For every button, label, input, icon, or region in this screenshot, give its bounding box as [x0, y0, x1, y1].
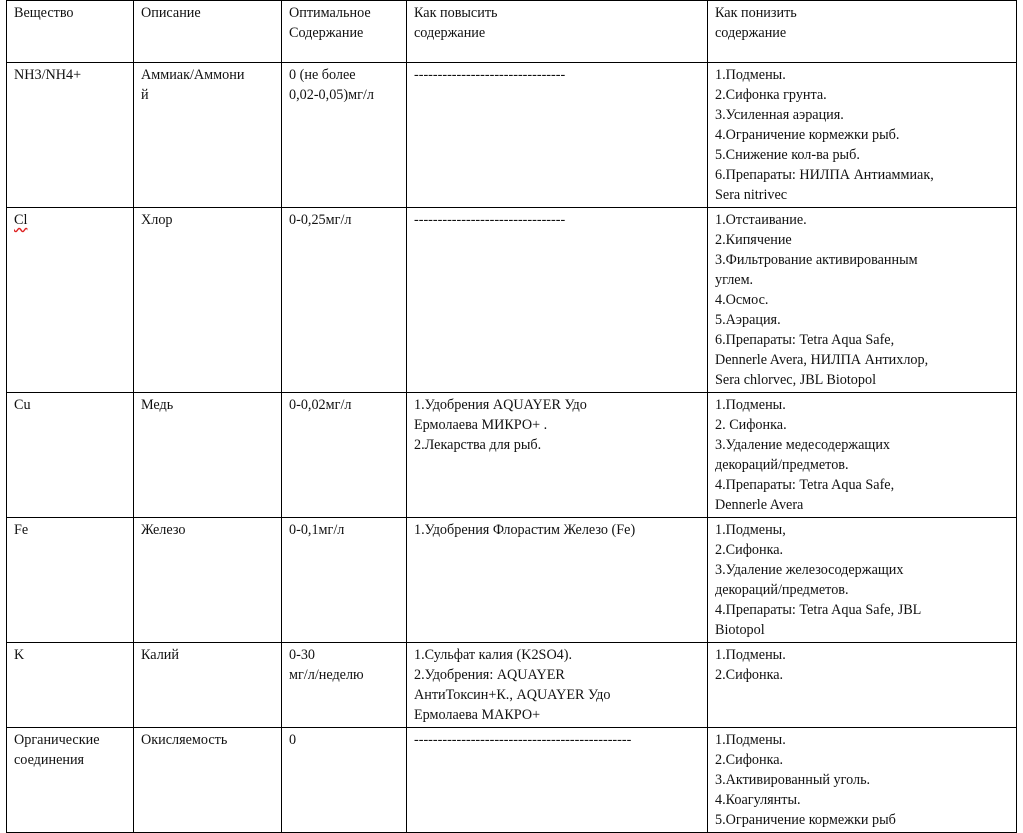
cell-description: [134, 728, 282, 833]
cell-increase-line: ----------------------------------------------: [414, 732, 632, 748]
cell-decrease-line: 3.Усиленная аэрация.: [715, 107, 844, 123]
cell-optimal-line: 0,02-0,05)мг/л: [289, 87, 374, 103]
cell-substance-text: Fe: [14, 522, 29, 538]
cell-decrease-line: декораций/предметов.: [715, 457, 849, 473]
cell-description: [134, 643, 282, 728]
cell-decrease-line: 1.Отстаивание.: [715, 212, 807, 228]
table-header-row: [7, 1, 1017, 63]
table-row: [7, 643, 1017, 728]
cell-decrease-line: 4.Осмос.: [715, 292, 769, 308]
cell-description: [134, 63, 282, 208]
cell-decrease-line: 3.Удаление железосодержащих: [715, 562, 904, 578]
cell-decrease: [708, 643, 1017, 728]
cell-decrease: [708, 518, 1017, 643]
cell-substance: [7, 208, 134, 393]
cell-optimal: [282, 728, 407, 833]
cell-description: [134, 393, 282, 518]
cell-increase-line: АнтиТоксин+К., AQUAYER Удо: [414, 687, 611, 703]
cell-decrease-line: 4.Препараты: Tetra Aqua Safe, JBL: [715, 602, 922, 618]
table-row: [7, 728, 1017, 833]
header-optimal: Оптимальное Содержание: [282, 1, 407, 63]
cell-description-line: й: [141, 87, 149, 103]
cell-optimal: [282, 63, 407, 208]
cell-increase-line: 1.Удобрения AQUAYER Удо: [414, 397, 587, 413]
cell-decrease-line: Dennerle Avera: [715, 497, 804, 513]
cell-increase-line: 1.Сульфат калия (K2SO4).: [414, 647, 573, 663]
cell-description: [134, 518, 282, 643]
cell-increase-line: --------------------------------: [414, 212, 566, 228]
header-increase: Как повысить содержание: [407, 1, 708, 63]
cell-decrease: [708, 208, 1017, 393]
cell-substance: [7, 393, 134, 518]
cell-increase-line: --------------------------------: [414, 67, 566, 83]
cell-optimal-line: 0-0,25мг/л: [289, 212, 352, 228]
header-substance: Вещество: [7, 1, 134, 63]
cell-increase-line: 2.Удобрения: AQUAYER: [414, 667, 565, 683]
cell-description-line: Медь: [141, 397, 174, 413]
cell-decrease-line: 3.Фильтрование активированным: [715, 252, 918, 268]
cell-decrease-line: декораций/предметов.: [715, 582, 849, 598]
cell-increase: [407, 393, 708, 518]
cell-optimal: [282, 518, 407, 643]
cell-decrease-line: 2. Сифонка.: [715, 417, 787, 433]
cell-increase: [407, 518, 708, 643]
cell-decrease-line: 5.Ограничение кормежки рыб: [715, 812, 896, 828]
cell-decrease-line: 5.Аэрация.: [715, 312, 781, 328]
cell-decrease: [708, 728, 1017, 833]
cell-increase: [407, 63, 708, 208]
cell-decrease-line: 2.Сифонка грунта.: [715, 87, 827, 103]
cell-decrease-line: Sera nitrivec: [715, 187, 788, 203]
cell-substance-text: K: [14, 647, 25, 663]
header-description: Описание: [134, 1, 282, 63]
cell-decrease-line: 2.Сифонка.: [715, 542, 784, 558]
cell-decrease-line: Dennerle Avera, НИЛПА Антихлор,: [715, 352, 929, 368]
cell-decrease-line: 6.Препараты: Tetra Aqua Safe,: [715, 332, 895, 348]
cell-decrease-line: 1.Подмены.: [715, 397, 786, 413]
cell-decrease-line: 5.Снижение кол-ва рыб.: [715, 147, 860, 163]
cell-decrease-line: Sera chlorvec, JBL Biotopol: [715, 372, 877, 388]
cell-description-line: Железо: [141, 522, 186, 538]
water-parameters-table: [6, 0, 1017, 833]
cell-optimal-line: 0: [289, 732, 297, 748]
cell-increase: [407, 208, 708, 393]
cell-decrease: [708, 63, 1017, 208]
table-row: [7, 518, 1017, 643]
cell-increase-line: Ермолаева МИКРО+ .: [414, 417, 548, 433]
cell-substance-text: Cu: [14, 397, 31, 413]
cell-optimal: [282, 643, 407, 728]
cell-decrease-line: 3.Активированный уголь.: [715, 772, 871, 788]
cell-description-line: Калий: [141, 647, 179, 663]
cell-description-line: Хлор: [141, 212, 173, 228]
cell-optimal-line: мг/л/неделю: [289, 667, 364, 683]
cell-increase-line: Ермолаева МАКРО+: [414, 707, 541, 723]
cell-substance: [7, 518, 134, 643]
table-row: [7, 63, 1017, 208]
cell-decrease-line: 4.Препараты: Tetra Aqua Safe,: [715, 477, 895, 493]
cell-optimal-line: 0-0,02мг/л: [289, 397, 352, 413]
cell-decrease: [708, 393, 1017, 518]
cell-optimal: [282, 393, 407, 518]
cell-decrease-line: 1.Подмены.: [715, 647, 786, 663]
cell-decrease-line: 1.Подмены.: [715, 67, 786, 83]
cell-optimal-line: 0-0,1мг/л: [289, 522, 345, 538]
cell-substance-text: NH3/NH4+: [14, 67, 82, 83]
cell-decrease-line: 1.Подмены.: [715, 732, 786, 748]
cell-decrease-line: 6.Препараты: НИЛПА Антиаммиак,: [715, 167, 934, 183]
cell-increase-line: 2.Лекарства для рыб.: [414, 437, 542, 453]
cell-decrease-line: 3.Удаление медесодержащих: [715, 437, 891, 453]
cell-decrease-line: 4.Коагулянты.: [715, 792, 801, 808]
cell-description-line: Аммиак/Аммони: [141, 67, 245, 83]
cell-description-line: Окисляемость: [141, 732, 228, 748]
cell-substance: [7, 728, 134, 833]
cell-increase: [407, 643, 708, 728]
cell-decrease-line: Biotopol: [715, 622, 765, 638]
cell-substance: [7, 63, 134, 208]
cell-substance: [7, 643, 134, 728]
table-row: [7, 208, 1017, 393]
cell-decrease-line: углем.: [715, 272, 754, 288]
cell-description: [134, 208, 282, 393]
table-row: [7, 393, 1017, 518]
cell-increase: [407, 728, 708, 833]
cell-optimal-line: 0-30: [289, 647, 316, 663]
cell-optimal: [282, 208, 407, 393]
cell-increase-line: 1.Удобрения Флорастим Железо (Fe): [414, 522, 636, 538]
cell-decrease-line: 4.Ограничение кормежки рыб.: [715, 127, 900, 143]
header-decrease: Как понизить содержание: [708, 1, 1017, 63]
cell-decrease-line: 2.Сифонка.: [715, 752, 784, 768]
cell-decrease-line: 1.Подмены,: [715, 522, 786, 538]
cell-optimal-line: 0 (не более: [289, 67, 356, 83]
cell-substance-text: Органические соединения: [14, 732, 100, 768]
cell-decrease-line: 2.Кипячение: [715, 232, 792, 248]
cell-substance-text: Cl: [14, 212, 28, 228]
cell-decrease-line: 2.Сифонка.: [715, 667, 784, 683]
